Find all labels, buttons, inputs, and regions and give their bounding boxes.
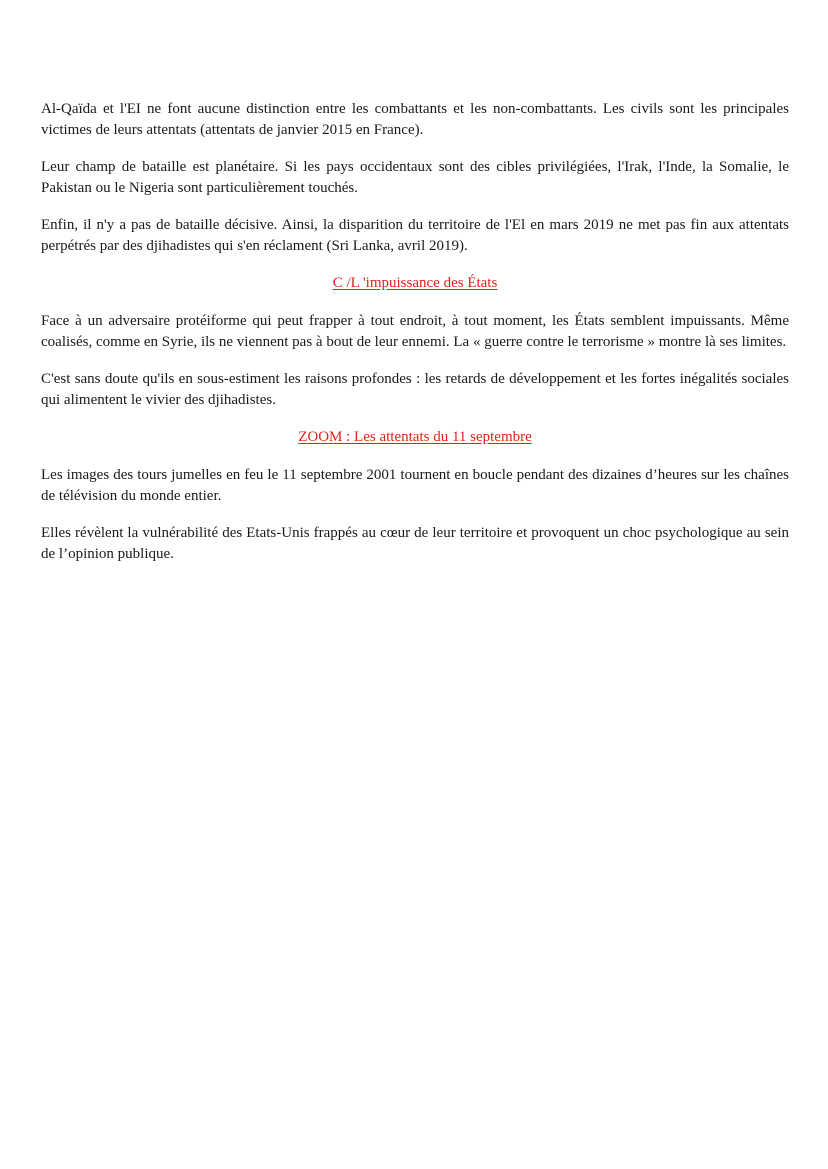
- paragraph-us-vulnerability: Elles révèlent la vulnérabilité des Etats-Unis frappés au cœur de leur territoire et provoquent un choc psychologique au sein de l’opinion publique.: [41, 525, 789, 562]
- paragraph-global-battlefield: Leur champ de bataille est planétaire. Si les pays occidentaux sont des cibles privilégiées, l'Irak, l'Inde, la Somalie, le Pakistan ou le Nigeria sont particulièrement touchés.: [41, 159, 789, 196]
- paragraph-civilian-victims: Al-Qaïda et l'EI ne font aucune distinction entre les combattants et les non-combattants. Les civils sont les principales victimes de leurs attentats (attentats de janvier 2015 en France).: [41, 101, 789, 138]
- section-heading-impuissance-etats: C /L 'impuissance des États: [332, 275, 498, 291]
- section-heading-zoom-11-septembre: ZOOM : Les attentats du 11 septembre: [298, 429, 532, 445]
- paragraph-states-powerless: Face à un adversaire protéiforme qui peut frapper à tout endroit, à tout moment, les États semblent impuissants. Même coalisés, comme en Syrie, ils ne viennent pas à bout de leur ennemi. La « guerre contre le terrorisme » montre là ses limites.: [41, 313, 789, 350]
- paragraph-no-decisive-battle: Enfin, il n'y a pas de bataille décisive. Ainsi, la disparition du territoire de l'El en mars 2019 ne met pas fin aux attentats perpétrés par des djihadistes qui s'en réclament (Sri Lanka, avril 2019).: [41, 217, 789, 254]
- paragraph-underlying-causes: C'est sans doute qu'ils en sous-estiment les raisons profondes : les retards de développement et les fortes inégalités sociales qui alimentent le vivier des djihadistes.: [41, 371, 789, 408]
- document-body: [41, 99, 789, 581]
- paragraph-twin-towers-images: Les images des tours jumelles en feu le 11 septembre 2001 tournent en boucle pendant des dizaines d’heures sur les chaînes de télévision du monde entier.: [41, 467, 789, 504]
